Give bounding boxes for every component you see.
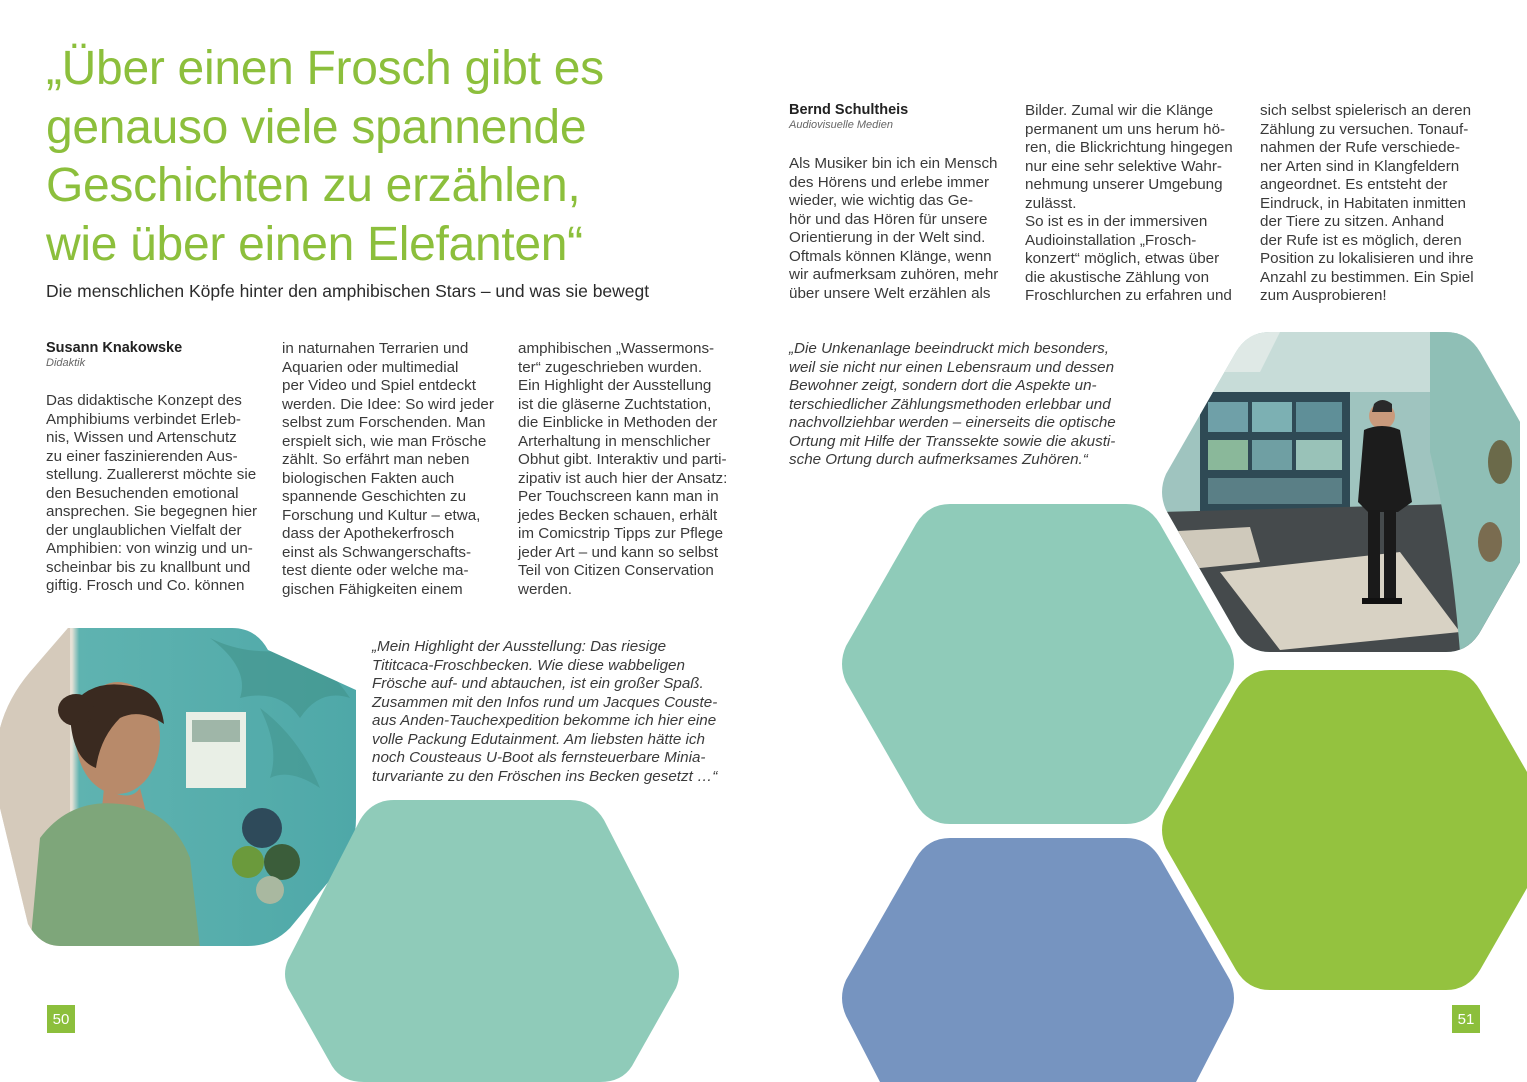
body-text-line: Ein Highlight der Ausstellung: [518, 377, 712, 394]
left-column-2: [282, 340, 510, 599]
body-text-line: werden.: [518, 580, 573, 598]
body-text-line: hör und das Hören für unsere: [789, 210, 988, 228]
left-column-3: [518, 340, 746, 599]
body-text-line: Per Touchscreen kann man in: [518, 488, 719, 505]
body-text-line: per Video und Spiel entdeckt: [282, 377, 476, 394]
body-text-line: Eindruck, in Habitaten inmitten: [1260, 194, 1466, 212]
body-text-line: giftig. Frosch und Co. können: [46, 577, 245, 594]
body-text-line: Aquarien oder multimedial: [282, 358, 459, 376]
quote-line: sche Ortung durch aufmerksames Zuhören.“: [789, 451, 1088, 468]
body-text-line: Audioinstallation „Frosch-: [1025, 231, 1197, 249]
quote-line: volle Packung Edutainment. Am liebsten hätte ich: [372, 730, 705, 748]
body-text-line: zum Ausprobieren!: [1260, 287, 1387, 304]
headline-line: „Über einen Frosch gibt es: [46, 42, 604, 95]
exhibition-photo-bernd: [1160, 332, 1527, 652]
body-text-line: stellung. Zuallererst möchte sie: [46, 466, 257, 483]
body-text-line: biologischen Fakten auch: [282, 469, 455, 487]
body-text-line: scheinbar bis zu knallbunt und: [46, 558, 251, 576]
body-text-line: Oftmals können Klänge, wenn: [789, 247, 992, 265]
page-number-right: 51: [1452, 1005, 1480, 1033]
quote-line: noch Cousteaus U-Boot als fernsteuerbare Minia-: [372, 749, 706, 766]
body-text-line: spannende Geschichten zu: [282, 488, 467, 505]
body-text-line: Anzahl zu bestimmen. Ein Spiel: [1260, 268, 1474, 286]
headline-line: wie über einen Elefanten“: [46, 217, 583, 271]
quote-line: Bewohner zeigt, sondern dort die Aspekte un-: [789, 377, 1097, 394]
body-text-line: test diente oder welche ma-: [282, 562, 469, 579]
body-text-line: jedes Becken schauen, erhält: [518, 506, 718, 524]
author-block-right: [789, 102, 908, 131]
body-text-line: im Comicstrip Tipps zur Pflege: [518, 525, 724, 542]
headline-line: Geschichten zu erzählen,: [46, 159, 581, 212]
body-text-line: ner Arten sind in Klangfeldern: [1260, 157, 1460, 175]
quote-line: „Mein Highlight der Ausstellung: Das riesige: [372, 638, 667, 655]
headline-line: genauso viele spannende: [46, 100, 587, 154]
quote-line: „Die Unkenanlage beeindruckt mich besonders,: [789, 340, 1109, 357]
body-text-line: Als Musiker bin ich ein Mensch: [789, 155, 998, 172]
quote-right: [789, 340, 1139, 470]
author-name: Bernd Schultheis: [789, 102, 909, 118]
author-block-left: [46, 340, 182, 369]
decor-hexagon-mint-left: [284, 800, 680, 1082]
body-text-line: über unsere Welt erzählen als: [789, 284, 991, 302]
body-text-line: den Besuchenden emotional: [46, 484, 239, 502]
body-text-line: werden. Die Idee: So wird jeder: [282, 395, 494, 413]
body-text-line: ansprechen. Sie begegnen hier: [46, 503, 258, 520]
page-subtitle: Die menschlichen Köpfe hinter den amphibischen Stars – und was sie bewegt: [46, 281, 650, 301]
body-text-line: der Rufe ist es möglich, deren: [1260, 231, 1462, 249]
body-text-line: So ist es in der immersiven: [1025, 213, 1208, 230]
body-text-line: ist die gläserne Zuchtstation,: [518, 395, 712, 413]
quote-line: aus Anden-Tauchexpedition bekomme ich hier eine: [372, 712, 717, 729]
decor-hexagon-mint-left-fill: [285, 800, 679, 1082]
quote-line: nachvollziehbar werden – einerseits die optische: [789, 414, 1116, 431]
body-text-line: Bilder. Zumal wir die Klänge: [1025, 102, 1214, 119]
body-text-line: dass der Apothekerfrosch: [282, 525, 455, 542]
body-text-line: zipativ ist auch hier der Ansatz:: [518, 469, 728, 487]
body-text-line: die Einblicke in Methoden der: [518, 414, 718, 431]
body-text-line: permanent um uns herum hö-: [1025, 120, 1226, 138]
body-text-line: nur eine sehr selektive Wahr-: [1025, 157, 1222, 175]
body-text-line: Amphibien: von winzig und un-: [46, 540, 253, 557]
body-text-line: sich selbst spielerisch an deren: [1260, 102, 1472, 119]
body-text-line: nahmen der Rufe verschiede-: [1260, 139, 1461, 156]
body-text-line: einst als Schwangerschafts-: [282, 543, 472, 561]
body-text-line: Froschlurchen zu erfahren und: [1025, 287, 1232, 304]
page-number-left: 50: [47, 1005, 75, 1033]
body-text-line: wir aufmerksam zuhören, mehr: [789, 266, 999, 283]
body-text-line: Obhut gibt. Interaktiv und parti-: [518, 451, 727, 468]
body-text-line: in naturnahen Terrarien und: [282, 340, 469, 357]
body-text-line: Position zu lokalisieren und ihre: [1260, 250, 1474, 267]
body-text-line: erspielt sich, wie man Frösche: [282, 432, 487, 450]
left-column-1: [46, 392, 274, 596]
author-name: Susann Knakowske: [46, 340, 183, 356]
body-text-line: Das didaktische Konzept des: [46, 392, 242, 409]
body-text-line: selbst zum Forschenden. Man: [282, 414, 486, 431]
quote-line: Ortung mit Hilfe der Transsekte sowie die akusti-: [789, 432, 1116, 450]
body-text-line: zu einer faszinierenden Aus-: [46, 447, 238, 465]
decor-hexagon-lime: [1160, 670, 1527, 990]
body-text-line: Amphibiums verbindet Erleb-: [46, 410, 241, 428]
body-text-line: die akustische Zählung von: [1025, 268, 1210, 286]
body-text-line: der Tiere zu sitzen. Anhand: [1260, 213, 1445, 230]
right-column-1: [789, 155, 1017, 303]
body-text-line: gischen Fähigkeiten einem: [282, 580, 463, 598]
body-text-line: zulässt.: [1025, 194, 1077, 212]
body-text-line: amphibischen „Wassermons-: [518, 340, 715, 357]
body-text-line: konzert“ möglich, etwas über: [1025, 250, 1220, 267]
body-text-line: ren, die Blickrichtung hingegen: [1025, 139, 1233, 156]
quote-line: weil sie nicht nur einen Lebensraum und dessen: [789, 358, 1115, 376]
body-text-line: Teil von Citizen Conservation: [518, 562, 714, 579]
body-text-line: nehmung unserer Umgebung: [1025, 176, 1223, 193]
quote-line: Zusammen mit den Infos rund um Jacques Couste-: [372, 693, 718, 711]
quote-line: terschiedlicher Zählungsmethoden erlebbar und: [789, 395, 1111, 413]
body-text-line: jeder Art – und kann so selbst: [518, 543, 719, 561]
body-text-line: nis, Wissen und Artenschutz: [46, 429, 237, 446]
page-headline: [46, 40, 746, 274]
body-text-line: Orientierung in der Welt sind.: [789, 229, 986, 246]
body-text-line: zählt. So erfährt man neben: [282, 451, 470, 468]
body-text-line: wieder, wie wichtig das Ge-: [789, 192, 974, 209]
author-role: Didaktik: [46, 357, 86, 369]
quote-left: [372, 638, 742, 786]
body-text-line: Forschung und Kultur – etwa,: [282, 506, 481, 524]
quote-line: turvariante zu den Fröschen ins Becken gesetzt …“: [372, 767, 718, 785]
body-text-line: angeordnet. Es entsteht der: [1260, 176, 1448, 193]
right-column-2: [1025, 102, 1253, 306]
quote-line: Tititcaca-Froschbecken. Wie diese wabbeligen: [372, 656, 685, 674]
quote-line: Frösche auf- und abtauchen, ist ein großer Spaß.: [372, 675, 704, 692]
body-text-line: Arterhaltung in menschlicher: [518, 432, 711, 450]
body-text-line: Zählung zu versuchen. Tonauf-: [1260, 120, 1469, 138]
body-text-line: der unglaublichen Vielfalt der: [46, 521, 242, 539]
author-role: Audiovisuelle Medien: [789, 119, 893, 131]
right-column-3: [1260, 102, 1488, 306]
body-text-line: ter“ zugeschrieben wurden.: [518, 358, 703, 376]
body-text-line: des Hörens und erlebe immer: [789, 173, 990, 191]
